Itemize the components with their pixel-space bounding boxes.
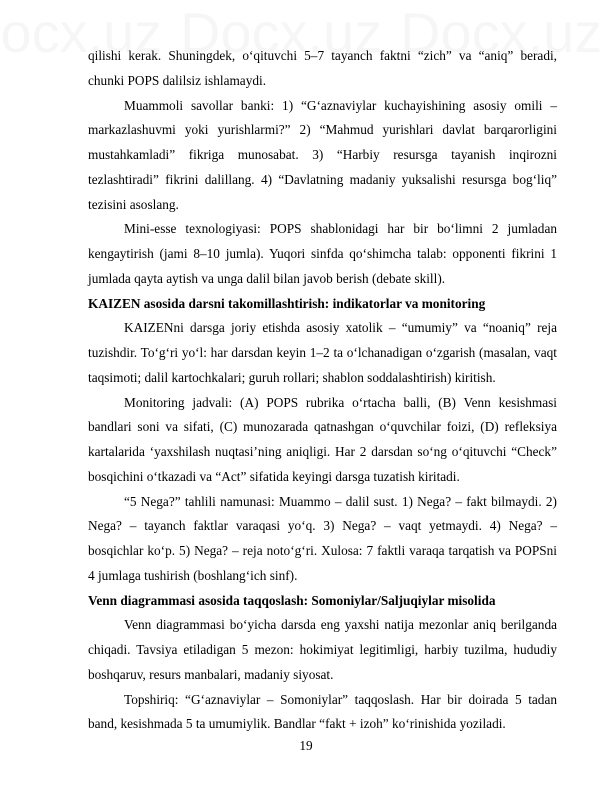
paragraph: Muammoli savollar banki: 1) “G‘aznaviylar kuchayishining asosiy omili – markazlashuvmi yoki yurishlarmi?” 2) “Mahmud yurishlari davlat barqarorligini mustahkamladi” fikriga munosabat. 3) “Harbiy resursga tayanish inqirozni tezlashtiradi” fikrini dalillang. 4) “Davlatning madaniy yuksalishi resursga bog‘liq” tezisini asoslang. [88, 97, 557, 212]
paragraph: qilishi kerak. Shuningdek, o‘qituvchi 5–7 tayanch faktni “zich” va “aniq” beradi, chunki POPS dalilsiz ishlamaydi. [88, 48, 557, 88]
paragraph: KAIZENni darsga joriy etishda asosiy xatolik – “umumiy” va “noaniq” reja tuzishdir. To‘g‘ri yo‘l: har darsdan keyin 1–2 ta o‘lchanadigan o‘zgarish (masalan, vaqt taqsimoti; dalil kartochkalari; guruh rollari; shablon soddalashtirish) kiritish. [88, 320, 557, 385]
paragraph: “5 Nega?” tahlili namunasi: Muammo – dalil sust. 1) Nega? – fakt bilmaydi. 2) Nega? – tayanch faktlar varaqasi yo‘q. 3) Nega? – vaqt yetmaydi. 4) Nega? – bosqichlar ko‘p. 5) Nega? – reja noto‘g‘ri. Xulosa: 7 faktli varaqa tarqatish va POPSni 4 jumlaga tushirish (boshlang‘ich sinf). [88, 493, 557, 583]
paragraph: Monitoring jadvali: (A) POPS rubrika o‘rtacha balli, (B) Venn kesishmasi bandlari soni va sifati, (C) munozarada qatnashgan o‘quvchilar foizi, (D) refleksiya kartalarida ‘yaxshilash nuqtasi’ning aniqligi. Har 2 darsdan so‘ng o‘qituvchi “Check” bosqichini o‘tkazadi va “Act” sifatida keyingi darsga tuzatish kiritadi. [88, 394, 557, 484]
document-body [88, 44, 557, 737]
section-heading: KAIZEN asosida darsni takomillashtirish: indikatorlar va monitoring [88, 295, 486, 311]
paragraph: Venn diagrammasi bo‘yicha darsda eng yaxshi natija mezonlar aniq berilganda chiqadi. Tavsiya etiladigan 5 mezon: hokimiyat legitimligi, harbiy tuzilma, hududiy boshqaruv, resurs manbalari, madaniy siyosat. [88, 617, 557, 682]
page-number: 19 [299, 738, 313, 753]
paragraph: Topshiriq: “G‘aznaviylar – Somoniylar” taqqoslash. Har bir doirada 5 tadan band, kesishmada 5 ta umumiylik. Bandlar “fakt + izoh” ko‘rinishida yoziladi. [88, 691, 557, 732]
paragraph: Mini-esse texnologiyasi: POPS shablonidagi har bir bo‘limni 2 jumladan kengaytirish (jami 8–10 jumla). Yuqori sinfda qo‘shimcha talab: opponenti fikrini 1 jumlada qayta aytish va unga dalil bilan javob berish (debate skill). [88, 221, 557, 286]
section-heading: Venn diagrammasi asosida taqqoslash: Somoniylar/Saljuqiylar misolida [88, 592, 496, 608]
